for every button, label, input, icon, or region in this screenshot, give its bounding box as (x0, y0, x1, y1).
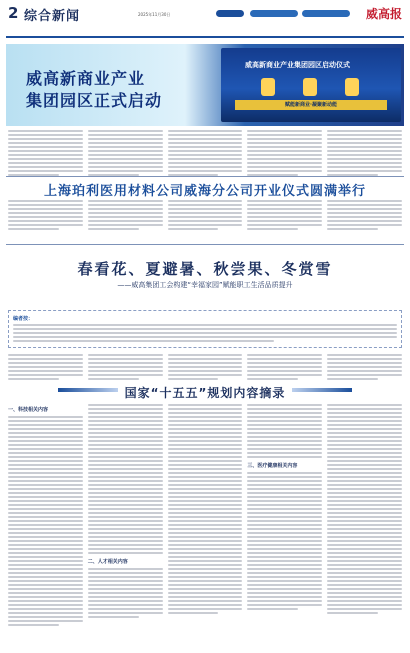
text-column (8, 200, 83, 230)
section-name: 综合新闻 (24, 9, 81, 24)
feature-section-heading: 一、科技相关内容 (8, 407, 49, 413)
masthead-badge-1 (216, 10, 244, 17)
lead-story-body (8, 130, 402, 176)
text-column (327, 404, 402, 626)
text-column (88, 354, 163, 380)
masthead-badge-3 (302, 10, 350, 17)
stage-light-icon (303, 78, 317, 96)
stage-light-icon (345, 78, 359, 96)
story2-headline: 上海珀利医用材料公司威海分公司开业仪式圆满举行 (43, 184, 366, 199)
paper-logo: 威高报 (365, 7, 402, 21)
ceremony-photo (221, 48, 401, 122)
text-column (88, 404, 163, 626)
text-column (168, 354, 243, 380)
masthead-badge-2 (250, 10, 298, 17)
stage-light-icon (261, 78, 275, 96)
ceremony-photo-title: 威高新商业产业集团园区启动仪式 (245, 61, 350, 69)
page-number: 2 (8, 4, 19, 22)
story3-subheadline: ——威高集团工会构建“幸福家园”赋能职工生活品质提升 (117, 281, 293, 289)
text-column (327, 130, 402, 176)
text-column (247, 130, 322, 176)
masthead-rule (6, 36, 404, 38)
lead-headline-line1: 威高新商业产业 (26, 69, 146, 88)
editor-note-box (8, 310, 402, 348)
headline-decoration (292, 388, 352, 392)
text-column (168, 200, 243, 230)
text-column (88, 130, 163, 176)
feature-section-heading: 二、人才相关内容 (87, 559, 128, 565)
text-column (168, 404, 243, 626)
lead-story-hero (6, 44, 404, 126)
story2-body (8, 200, 402, 230)
text-column (327, 354, 402, 380)
text-column (327, 200, 402, 230)
text-column (247, 200, 322, 230)
lead-headline-line2: 集团园区正式启动 (26, 91, 163, 110)
text-column (8, 130, 83, 176)
ceremony-photo-banner: 赋能新商业·凝聚新动能 (235, 100, 387, 110)
story3-headline: 春看花、夏避暑、秋尝果、冬赏雪 (77, 260, 333, 278)
text-column (247, 404, 322, 626)
editor-note-label: 编者按： (13, 316, 34, 322)
masthead (0, 0, 410, 44)
text-column (247, 354, 322, 380)
text-column (8, 354, 83, 380)
section-divider (6, 176, 404, 177)
story3-body (8, 354, 402, 380)
text-column (8, 404, 83, 626)
text-column (168, 130, 243, 176)
editor-note-text (13, 324, 397, 342)
text-column (88, 200, 163, 230)
feature-section-heading: 三、医疗健康相关内容 (247, 463, 298, 469)
feature-headline: 国家“十五五”规划内容摘录 (124, 386, 286, 400)
issue-date: 2025年11月30日 (138, 12, 171, 17)
section-divider (6, 244, 404, 245)
feature-body (8, 404, 402, 626)
